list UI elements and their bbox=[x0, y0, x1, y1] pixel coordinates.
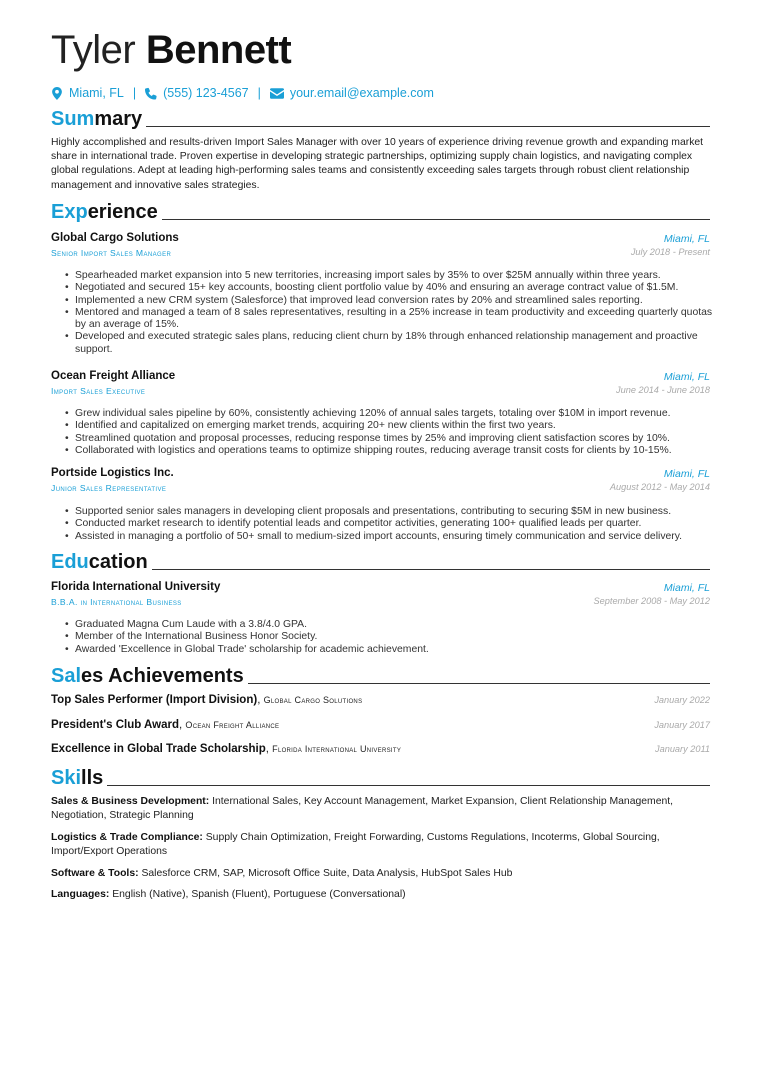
education-bullets bbox=[65, 619, 720, 656]
contact-line bbox=[51, 86, 434, 100]
skill-label: Sales & Business Development: bbox=[51, 796, 210, 807]
summary-heading bbox=[51, 108, 710, 130]
skill-values: Supply Chain Optimization, Freight Forwarding, Customs Regulations, Incoterms, Global Sourcing, Import/Export Operations bbox=[51, 832, 660, 858]
phone-link[interactable]: (555) 123-4567 bbox=[163, 86, 249, 100]
education-dates: September 2008 - May 2012 bbox=[593, 596, 710, 606]
achievement-org: Global Cargo Solutions bbox=[263, 695, 363, 705]
achievements-title-accent: Sal bbox=[51, 665, 82, 687]
job-bullets bbox=[65, 408, 720, 457]
list-item: • Supported senior sales managers in developing client proposals and presentations, contributing to securing $5M in new business. bbox=[75, 506, 720, 518]
achievements-title-rest: es Achievements bbox=[81, 665, 244, 687]
experience-title-rest: erience bbox=[87, 201, 158, 223]
skill-group bbox=[51, 888, 710, 902]
achievement-org: Florida International University bbox=[272, 744, 402, 754]
list-item: • Streamlined quotation and proposal processes, reducing response times by 25% and improving client satisfaction scores by 10%. bbox=[75, 433, 720, 445]
candidate-name bbox=[51, 28, 291, 72]
summary-title-rest: mary bbox=[94, 108, 143, 130]
achievement-item: President's Club Award, Ocean Freight Alliance January 2017 bbox=[51, 719, 710, 731]
skill-label: Languages: bbox=[51, 889, 110, 900]
school-name: Florida International University bbox=[51, 581, 221, 593]
list-item: • Spearheaded market expansion into 5 new territories, increasing import sales by 35% to over $25M annually within three years. bbox=[75, 270, 720, 282]
summary-title-accent: Sum bbox=[51, 108, 95, 130]
last-name: Bennett bbox=[145, 28, 292, 72]
achievement-date: January 2011 bbox=[655, 744, 710, 754]
phone-icon bbox=[145, 87, 157, 100]
education-heading bbox=[51, 551, 710, 573]
list-item: • Grew individual sales pipeline by 60%, consistently achieving 120% of annual sales targets, totaling over $10M in import revenue. bbox=[75, 408, 720, 420]
job-dates: August 2012 - May 2014 bbox=[609, 482, 710, 492]
email-link[interactable]: your.email@example.com bbox=[289, 86, 434, 100]
contact-separator: | bbox=[257, 86, 261, 100]
job-location: Miami, FL bbox=[663, 371, 710, 383]
achievement-title: President's Club Award bbox=[51, 719, 179, 731]
section-rule bbox=[248, 683, 710, 684]
list-item: • Developed and executed strategic sales plans, reducing client churn by 18% through enhanced relationship management and proactive support. bbox=[75, 331, 720, 356]
list-item: • Negotiated and secured 15+ key accounts, boosting client portfolio value by 40% and ensuring an average contract value of $1.5M. bbox=[75, 282, 720, 294]
list-item: • Identified and capitalized on emerging market trends, acquiring 20+ new clients within the first two years. bbox=[75, 420, 720, 432]
skills-title-accent: Ski bbox=[51, 767, 82, 789]
experience-heading bbox=[51, 201, 710, 223]
achievement-item: Top Sales Performer (Import Division), Global Cargo Solutions January 2022 bbox=[51, 694, 710, 706]
skill-values: International Sales, Key Account Management, Market Expansion, Client Relationship Management, Negotiation, Strategic Planning bbox=[51, 796, 674, 822]
skill-group bbox=[51, 867, 710, 881]
section-rule bbox=[146, 126, 710, 127]
job-company: Global Cargo Solutions bbox=[51, 232, 179, 244]
job-title: Import Sales Executive bbox=[51, 386, 146, 396]
job-bullets bbox=[65, 270, 720, 356]
education-title-rest: cation bbox=[88, 551, 148, 573]
contact-separator: | bbox=[132, 86, 137, 100]
skill-group bbox=[51, 831, 710, 859]
skill-label: Software & Tools: bbox=[51, 868, 139, 879]
achievement-title: Top Sales Performer (Import Division) bbox=[51, 694, 258, 706]
skills-heading bbox=[51, 767, 710, 789]
section-rule bbox=[162, 219, 710, 220]
job-title: Junior Sales Representative bbox=[51, 483, 167, 493]
achievement-date: January 2022 bbox=[654, 695, 710, 705]
job-location: Miami, FL bbox=[663, 233, 710, 245]
section-rule bbox=[152, 569, 710, 570]
degree: B.B.A. in International Business bbox=[51, 597, 182, 607]
list-item: • Mentored and managed a team of 8 sales representatives, resulting in a 25% increase in team productivity and exceeding quarterly quotas by an average of 15%. bbox=[75, 307, 720, 332]
map-marker-icon bbox=[51, 87, 63, 100]
skill-values: Salesforce CRM, SAP, Microsoft Office Suite, Data Analysis, HubSpot Sales Hub bbox=[141, 868, 513, 879]
achievements-heading bbox=[51, 665, 710, 687]
list-item: • Conducted market research to identify potential leads and competitor activities, generating 100+ qualified leads per quarter. bbox=[75, 518, 720, 530]
skills-title-rest: lls bbox=[81, 767, 104, 789]
achievement-item: Excellence in Global Trade Scholarship, Florida International University January 2011 bbox=[51, 743, 710, 755]
envelope-icon bbox=[270, 87, 284, 100]
job-dates: July 2018 - Present bbox=[630, 247, 710, 257]
list-item: • Assisted in managing a portfolio of 50+ small to medium-sized import accounts, ensuring timely communication and service delivery. bbox=[75, 531, 720, 543]
list-item: • Member of the International Business Honor Society. bbox=[75, 631, 720, 643]
experience-title-accent: Exp bbox=[51, 201, 88, 223]
achievement-title: Excellence in Global Trade Scholarship bbox=[51, 743, 266, 755]
job-dates: June 2014 - June 2018 bbox=[616, 385, 710, 395]
skill-group bbox=[51, 795, 710, 823]
achievement-date: January 2017 bbox=[654, 720, 710, 730]
job-title: Senior Import Sales Manager bbox=[51, 248, 172, 258]
skill-label: Logistics & Trade Compliance: bbox=[51, 832, 203, 843]
job-bullets bbox=[65, 506, 720, 543]
job-company: Ocean Freight Alliance bbox=[51, 370, 176, 382]
education-title-accent: Edu bbox=[51, 551, 89, 573]
achievement-org: Ocean Freight Alliance bbox=[185, 720, 280, 730]
list-item: • Collaborated with logistics and operations teams to optimize shipping routes, reducing average transit costs for clients by 10-15%. bbox=[75, 445, 720, 457]
first-name: Tyler bbox=[51, 28, 136, 72]
section-rule bbox=[107, 785, 710, 786]
summary-text: Highly accomplished and results-driven Import Sales Manager with over 10 years of experience driving revenue growth and expanding market share in international trade. Proven expertise in developing strategic partnerships, optimizing supply chain logistics, and navigating complex global regulations. Adept at leading high-performing sales teams and consistently exceeding sales targets through robust client relationship management and innovative sales strategies. bbox=[51, 137, 704, 191]
list-item: • Awarded 'Excellence in Global Trade' scholarship for academic achievement. bbox=[75, 644, 720, 656]
location-text: Miami, FL bbox=[69, 86, 124, 100]
job-company: Portside Logistics Inc. bbox=[51, 467, 174, 479]
skill-values: English (Native), Spanish (Fluent), Portuguese (Conversational) bbox=[112, 889, 406, 900]
job-location: Miami, FL bbox=[663, 468, 710, 480]
school-location: Miami, FL bbox=[663, 582, 710, 594]
list-item: • Implemented a new CRM system (Salesforce) that improved lead conversion rates by 20% and streamlined sales reporting. bbox=[75, 295, 720, 307]
list-item: • Graduated Magna Cum Laude with a 3.8/4.0 GPA. bbox=[75, 619, 720, 631]
